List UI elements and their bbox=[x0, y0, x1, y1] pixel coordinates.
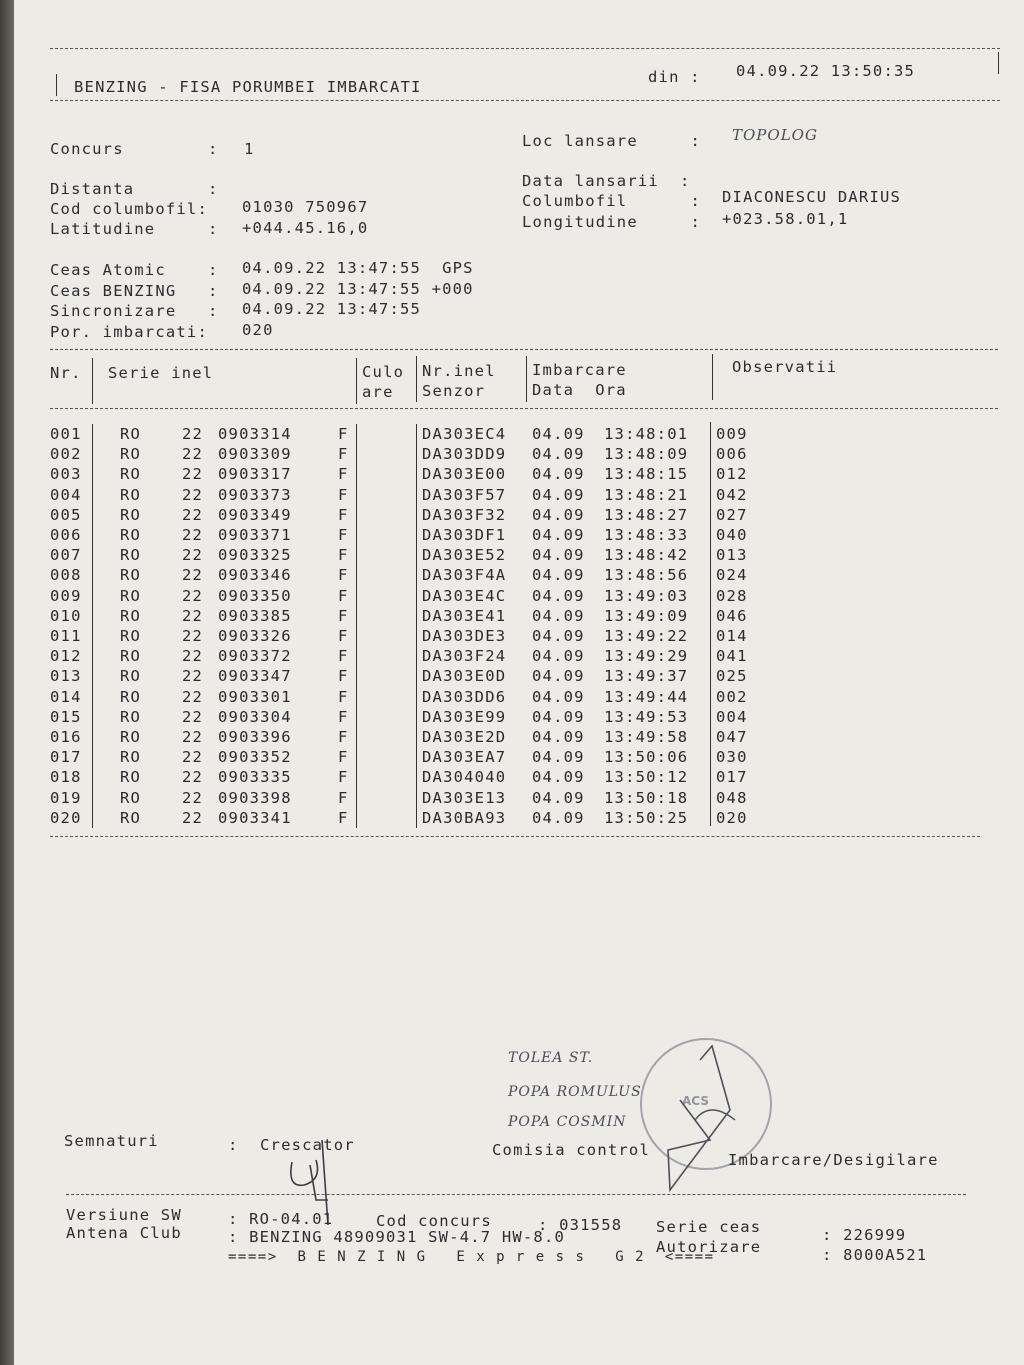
cod-concurs-value: : 031558 bbox=[538, 1216, 623, 1234]
row-nr: 018 bbox=[50, 768, 82, 787]
row-sex: F bbox=[338, 748, 349, 767]
row-sex: F bbox=[338, 465, 349, 484]
row-date: 04.09 bbox=[532, 505, 585, 524]
row-time: 13:48:42 bbox=[604, 546, 689, 565]
table-row bbox=[0, 425, 1024, 445]
longitudine-label: Longitudine : bbox=[522, 213, 712, 231]
row-ring-number: 0903317 bbox=[218, 465, 292, 484]
row-sensor-id: DA303F24 bbox=[422, 647, 507, 666]
row-country: RO bbox=[120, 728, 142, 746]
row-sex: F bbox=[338, 526, 349, 544]
row-year: 22 bbox=[182, 768, 204, 787]
row-year: 22 bbox=[182, 647, 204, 666]
porumbei-imbarcati-value: 020 bbox=[242, 321, 274, 339]
row-observatii: 009 bbox=[716, 425, 748, 443]
row-time: 13:48:01 bbox=[604, 425, 689, 443]
row-ring-number: 0903301 bbox=[218, 687, 292, 706]
table-row bbox=[0, 486, 1024, 506]
col-nr-header: Nr. bbox=[50, 364, 82, 382]
row-sex: F bbox=[338, 425, 349, 443]
row-date: 04.09 bbox=[532, 748, 585, 767]
row-observatii: 041 bbox=[716, 647, 748, 666]
table-row bbox=[0, 587, 1024, 607]
table-row bbox=[0, 566, 1024, 586]
row-time: 13:49:37 bbox=[604, 667, 689, 686]
concurs-value: 1 bbox=[244, 140, 255, 158]
handwritten-line-3: POPA COSMIN bbox=[508, 1114, 627, 1130]
sincronizare-label: Sincronizare : bbox=[50, 302, 230, 320]
row-ring-number: 0903346 bbox=[218, 566, 292, 585]
row-country: RO bbox=[120, 425, 142, 443]
row-sex: F bbox=[338, 606, 349, 625]
columbofil-value: DIACONESCU DARIUS bbox=[722, 188, 902, 206]
row-ring-number: 0903350 bbox=[218, 586, 292, 605]
table-row bbox=[0, 546, 1024, 566]
serie-ceas-label: Serie ceas bbox=[656, 1218, 762, 1236]
row-country: RO bbox=[120, 808, 142, 827]
table-bottom-rule bbox=[50, 836, 980, 837]
autorizare-value: : 8000A521 bbox=[822, 1246, 928, 1264]
table-row bbox=[0, 748, 1024, 768]
row-observatii: 027 bbox=[716, 505, 748, 524]
row-country: RO bbox=[120, 667, 142, 686]
col-culoare-header-2: are bbox=[362, 383, 394, 401]
row-time: 13:49:44 bbox=[604, 687, 689, 706]
row-sensor-id: DA303DF1 bbox=[422, 526, 507, 544]
row-date: 04.09 bbox=[532, 606, 585, 625]
row-nr: 001 bbox=[50, 425, 82, 443]
row-observatii: 002 bbox=[716, 687, 748, 706]
serie-ceas-value: : 226999 bbox=[822, 1226, 907, 1244]
porumbei-imbarcati-label: Por. imbarcati: bbox=[50, 323, 219, 341]
row-year: 22 bbox=[182, 465, 204, 484]
header-bottom-rule bbox=[50, 100, 1000, 101]
row-year: 22 bbox=[182, 566, 204, 585]
row-ring-number: 0903352 bbox=[218, 748, 292, 767]
row-sex: F bbox=[338, 687, 349, 706]
row-country: RO bbox=[120, 687, 142, 706]
row-year: 22 bbox=[182, 728, 204, 746]
table-row bbox=[0, 667, 1024, 687]
row-ring-number: 0903372 bbox=[218, 647, 292, 666]
row-nr: 002 bbox=[50, 445, 82, 464]
row-sensor-id: DA303F32 bbox=[422, 505, 507, 524]
table-row bbox=[0, 627, 1024, 647]
print-timestamp: 04.09.22 13:50:35 bbox=[736, 62, 916, 80]
row-nr: 012 bbox=[50, 647, 82, 666]
antena-club-label: Antena Club bbox=[66, 1224, 182, 1242]
ceas-atomic-value: 04.09.22 13:47:55 GPS bbox=[242, 259, 474, 277]
table-row bbox=[0, 708, 1024, 728]
data-lansarii-label: Data lansarii : bbox=[522, 172, 691, 190]
table-row bbox=[0, 465, 1024, 485]
row-date: 04.09 bbox=[532, 445, 585, 464]
row-time: 13:49:53 bbox=[604, 707, 689, 726]
row-observatii: 020 bbox=[716, 808, 748, 827]
row-time: 13:50:12 bbox=[604, 768, 689, 787]
row-country: RO bbox=[120, 485, 142, 504]
row-sensor-id: DA303E2D bbox=[422, 728, 507, 746]
row-year: 22 bbox=[182, 546, 204, 565]
autorizare-label: Autorizare bbox=[656, 1238, 762, 1256]
row-date: 04.09 bbox=[532, 526, 585, 544]
row-observatii: 046 bbox=[716, 606, 748, 625]
table-row bbox=[0, 768, 1024, 788]
row-sensor-id: DA303E4C bbox=[422, 586, 507, 605]
row-country: RO bbox=[120, 627, 142, 645]
col-imbarcare-header-1: Imbarcare bbox=[532, 361, 627, 379]
latitudine-value: +044.45.16,0 bbox=[242, 219, 369, 237]
row-date: 04.09 bbox=[532, 667, 585, 686]
row-sensor-id: DA303EA7 bbox=[422, 748, 507, 767]
row-ring-number: 0903341 bbox=[218, 808, 292, 827]
row-date: 04.09 bbox=[532, 707, 585, 726]
row-nr: 015 bbox=[50, 707, 82, 726]
row-date: 04.09 bbox=[532, 546, 585, 565]
row-date: 04.09 bbox=[532, 627, 585, 645]
row-date: 04.09 bbox=[532, 788, 585, 807]
row-date: 04.09 bbox=[532, 425, 585, 443]
row-country: RO bbox=[120, 788, 142, 807]
row-time: 13:50:06 bbox=[604, 748, 689, 767]
row-nr: 006 bbox=[50, 526, 82, 544]
versiune-sw-label: Versiune SW bbox=[66, 1206, 182, 1224]
table-header-top-rule bbox=[50, 349, 998, 350]
row-country: RO bbox=[120, 606, 142, 625]
row-time: 13:49:09 bbox=[604, 606, 689, 625]
row-time: 13:48:33 bbox=[604, 526, 689, 544]
table-row bbox=[0, 728, 1024, 748]
row-date: 04.09 bbox=[532, 647, 585, 666]
row-sensor-id: DA303DD6 bbox=[422, 687, 507, 706]
ceas-benzing-value: 04.09.22 13:47:55 +000 bbox=[242, 280, 474, 298]
row-ring-number: 0903371 bbox=[218, 526, 292, 544]
row-sex: F bbox=[338, 627, 349, 645]
row-sensor-id: DA303EC4 bbox=[422, 425, 507, 443]
row-ring-number: 0903347 bbox=[218, 667, 292, 686]
row-date: 04.09 bbox=[532, 687, 585, 706]
row-ring-number: 0903325 bbox=[218, 546, 292, 565]
row-year: 22 bbox=[182, 586, 204, 605]
versiune-sw-value: : RO-04.01 bbox=[228, 1210, 334, 1228]
table-row bbox=[0, 688, 1024, 708]
header-sep-serie bbox=[356, 358, 357, 404]
row-sensor-id: DA303E0D bbox=[422, 667, 507, 686]
table-row bbox=[0, 789, 1024, 809]
row-time: 13:48:09 bbox=[604, 445, 689, 464]
row-sex: F bbox=[338, 586, 349, 605]
col-imbarcare-header-2: Data Ora bbox=[532, 381, 627, 399]
row-time: 13:48:15 bbox=[604, 465, 689, 484]
row-time: 13:49:58 bbox=[604, 728, 689, 746]
row-sensor-id: DA303DE3 bbox=[422, 627, 507, 645]
col-nr-inel-header-2: Senzor bbox=[422, 382, 486, 400]
cod-columbofil-value: 01030 750967 bbox=[242, 198, 369, 216]
row-sex: F bbox=[338, 445, 349, 464]
row-country: RO bbox=[120, 505, 142, 524]
row-nr: 020 bbox=[50, 808, 82, 827]
row-observatii: 030 bbox=[716, 748, 748, 767]
row-observatii: 024 bbox=[716, 566, 748, 585]
stamp-text: ACS bbox=[682, 1094, 709, 1108]
row-nr: 013 bbox=[50, 667, 82, 686]
row-time: 13:48:27 bbox=[604, 505, 689, 524]
loc-lansare-label: Loc lansare : bbox=[522, 132, 712, 150]
row-sensor-id: DA303E99 bbox=[422, 707, 507, 726]
row-year: 22 bbox=[182, 526, 204, 544]
row-country: RO bbox=[120, 566, 142, 585]
row-year: 22 bbox=[182, 425, 204, 443]
col-nr-inel-header-1: Nr.inel bbox=[422, 362, 496, 380]
row-country: RO bbox=[120, 586, 142, 605]
table-row bbox=[0, 506, 1024, 526]
benzing-express-banner: ====> B E N Z I N G E x p r e s s G 2 <==== bbox=[228, 1249, 715, 1265]
loc-lansare-value: TOPOLOG bbox=[732, 126, 818, 144]
signature-scribble-commission bbox=[640, 1040, 770, 1200]
semnaturi-label: Semnaturi bbox=[64, 1132, 159, 1150]
row-sensor-id: DA303E13 bbox=[422, 788, 507, 807]
row-observatii: 047 bbox=[716, 728, 748, 746]
row-sensor-id: DA303E00 bbox=[422, 465, 507, 484]
header-top-rule bbox=[50, 48, 1000, 49]
row-ring-number: 0903304 bbox=[218, 707, 292, 726]
row-sensor-id: DA303F57 bbox=[422, 485, 507, 504]
row-ring-number: 0903373 bbox=[218, 485, 292, 504]
row-sex: F bbox=[338, 768, 349, 787]
row-sex: F bbox=[338, 485, 349, 504]
table-row bbox=[0, 809, 1024, 829]
footer-rule bbox=[66, 1194, 966, 1195]
latitudine-label: Latitudine : bbox=[50, 220, 230, 238]
semnaturi-colon: : bbox=[228, 1136, 239, 1154]
row-time: 13:50:25 bbox=[604, 808, 689, 827]
row-country: RO bbox=[120, 546, 142, 565]
row-nr: 016 bbox=[50, 728, 82, 746]
row-date: 04.09 bbox=[532, 586, 585, 605]
row-nr: 009 bbox=[50, 586, 82, 605]
row-country: RO bbox=[120, 465, 142, 484]
row-nr: 008 bbox=[50, 566, 82, 585]
row-nr: 017 bbox=[50, 748, 82, 767]
ceas-benzing-label: Ceas BENZING : bbox=[50, 282, 230, 300]
row-observatii: 028 bbox=[716, 586, 748, 605]
row-sensor-id: DA303F4A bbox=[422, 566, 507, 585]
table-row bbox=[0, 445, 1024, 465]
handwritten-line-1: TOLEA ST. bbox=[508, 1050, 594, 1066]
row-country: RO bbox=[120, 748, 142, 767]
row-sensor-id: DA303E41 bbox=[422, 606, 507, 625]
header-left-bar bbox=[56, 74, 57, 96]
row-sex: F bbox=[338, 647, 349, 666]
row-sex: F bbox=[338, 728, 349, 746]
row-observatii: 017 bbox=[716, 768, 748, 787]
row-year: 22 bbox=[182, 627, 204, 645]
row-ring-number: 0903314 bbox=[218, 425, 292, 443]
row-sex: F bbox=[338, 707, 349, 726]
row-observatii: 004 bbox=[716, 707, 748, 726]
row-observatii: 013 bbox=[716, 546, 748, 565]
din-label: din : bbox=[648, 68, 701, 86]
row-time: 13:49:29 bbox=[604, 647, 689, 666]
row-sensor-id: DA30BA93 bbox=[422, 808, 507, 827]
col-culoare-header-1: Culo bbox=[362, 363, 405, 381]
row-observatii: 040 bbox=[716, 526, 748, 544]
row-nr: 011 bbox=[50, 627, 82, 645]
sincronizare-value: 04.09.22 13:47:55 bbox=[242, 300, 422, 318]
row-sex: F bbox=[338, 505, 349, 524]
row-sex: F bbox=[338, 546, 349, 565]
row-observatii: 012 bbox=[716, 465, 748, 484]
row-year: 22 bbox=[182, 667, 204, 686]
row-sex: F bbox=[338, 566, 349, 585]
row-date: 04.09 bbox=[532, 485, 585, 504]
row-nr: 007 bbox=[50, 546, 82, 565]
header-sep-nr bbox=[92, 358, 93, 404]
row-year: 22 bbox=[182, 445, 204, 464]
row-ring-number: 0903398 bbox=[218, 788, 292, 807]
cod-concurs-label: Cod concurs bbox=[376, 1212, 492, 1230]
row-ring-number: 0903385 bbox=[218, 606, 292, 625]
row-year: 22 bbox=[182, 606, 204, 625]
row-nr: 004 bbox=[50, 485, 82, 504]
table-row bbox=[0, 647, 1024, 667]
longitudine-value: +023.58.01,1 bbox=[722, 210, 849, 228]
row-year: 22 bbox=[182, 485, 204, 504]
concurs-label: Concurs : bbox=[50, 140, 230, 158]
row-year: 22 bbox=[182, 505, 204, 524]
row-ring-number: 0903396 bbox=[218, 728, 292, 746]
row-ring-number: 0903349 bbox=[218, 505, 292, 524]
row-time: 13:49:22 bbox=[604, 627, 689, 645]
imbarcare-desigilare-label: Imbarcare/Desigilare bbox=[728, 1151, 939, 1169]
row-country: RO bbox=[120, 647, 142, 666]
row-nr: 003 bbox=[50, 465, 82, 484]
col-serie-inel-header: Serie inel bbox=[108, 364, 214, 382]
row-date: 04.09 bbox=[532, 808, 585, 827]
row-country: RO bbox=[120, 526, 142, 544]
ceas-atomic-label: Ceas Atomic : bbox=[50, 261, 230, 279]
row-year: 22 bbox=[182, 707, 204, 726]
row-ring-number: 0903326 bbox=[218, 627, 292, 645]
row-time: 13:50:18 bbox=[604, 788, 689, 807]
row-ring-number: 0903335 bbox=[218, 768, 292, 787]
row-sensor-id: DA303DD9 bbox=[422, 445, 507, 464]
row-observatii: 014 bbox=[716, 627, 748, 645]
row-date: 04.09 bbox=[532, 566, 585, 585]
row-year: 22 bbox=[182, 808, 204, 827]
row-time: 13:48:21 bbox=[604, 485, 689, 504]
row-sensor-id: DA303E52 bbox=[422, 546, 507, 565]
row-date: 04.09 bbox=[532, 768, 585, 787]
row-sensor-id: DA304040 bbox=[422, 768, 507, 787]
table-row bbox=[0, 607, 1024, 627]
crescator-label: Crescator bbox=[260, 1136, 355, 1154]
row-year: 22 bbox=[182, 788, 204, 807]
row-nr: 010 bbox=[50, 606, 82, 625]
row-observatii: 006 bbox=[716, 445, 748, 464]
row-date: 04.09 bbox=[532, 465, 585, 484]
header-sep-imbarcare bbox=[712, 354, 713, 400]
row-ring-number: 0903309 bbox=[218, 445, 292, 464]
row-country: RO bbox=[120, 707, 142, 726]
table-row bbox=[0, 526, 1024, 546]
columbofil-label: Columbofil : bbox=[522, 192, 712, 210]
row-sex: F bbox=[338, 667, 349, 686]
row-time: 13:48:56 bbox=[604, 566, 689, 585]
row-nr: 014 bbox=[50, 687, 82, 706]
comisia-control-label: Comisia control bbox=[492, 1141, 650, 1159]
row-nr: 019 bbox=[50, 788, 82, 807]
header-sep-culoare bbox=[416, 356, 417, 402]
header-right-bar bbox=[998, 52, 999, 74]
row-year: 22 bbox=[182, 748, 204, 767]
antena-club-value: : BENZING 48909031 SW-4.7 HW-8.0 bbox=[228, 1228, 566, 1246]
row-nr: 005 bbox=[50, 505, 82, 524]
handwritten-line-2: POPA ROMULUS bbox=[508, 1084, 642, 1100]
col-observatii-header: Observatii bbox=[732, 358, 838, 376]
distanta-label: Distanta : bbox=[50, 180, 219, 198]
cod-columbofil-label: Cod columbofil: bbox=[50, 200, 219, 218]
header-sep-inel bbox=[526, 356, 527, 402]
row-time: 13:49:03 bbox=[604, 586, 689, 605]
row-year: 22 bbox=[182, 687, 204, 706]
row-sex: F bbox=[338, 788, 349, 807]
row-observatii: 042 bbox=[716, 485, 748, 504]
row-country: RO bbox=[120, 445, 142, 464]
row-observatii: 025 bbox=[716, 667, 748, 686]
table-header-bottom-rule bbox=[50, 408, 998, 409]
row-country: RO bbox=[120, 768, 142, 787]
row-observatii: 048 bbox=[716, 788, 748, 807]
document-title: BENZING - FISA PORUMBEI IMBARCATI bbox=[74, 78, 422, 96]
row-date: 04.09 bbox=[532, 728, 585, 746]
row-sex: F bbox=[338, 808, 349, 827]
